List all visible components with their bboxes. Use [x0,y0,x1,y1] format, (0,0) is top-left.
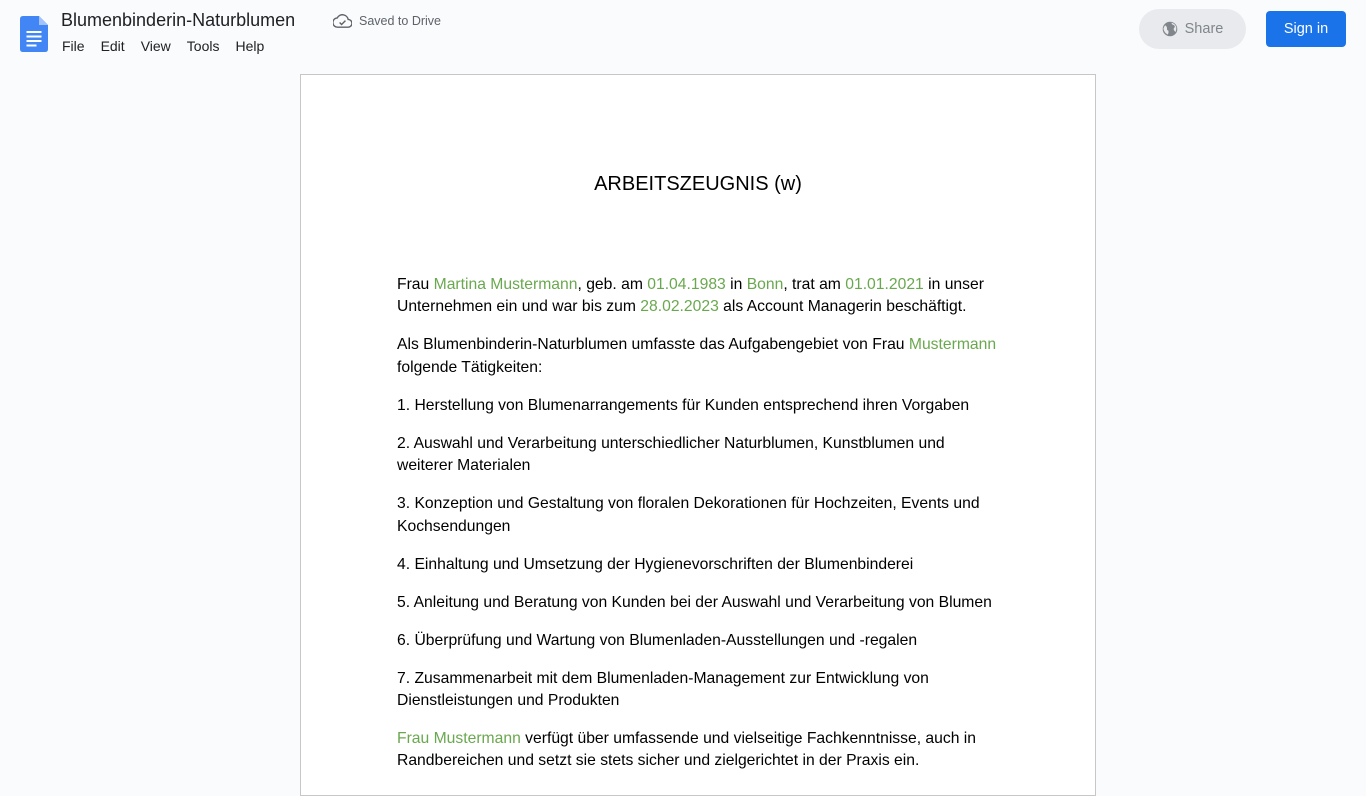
share-label: Share [1184,21,1224,37]
task-item-5: 5. Anleitung und Beratung von Kunden bei der Auswahl und Verarbeitung von Blumen [397,593,992,611]
menu-tools[interactable]: Tools [186,38,220,54]
birth-city: Bonn [746,276,784,293]
intro-text-c: in [725,276,747,293]
intro-paragraph [397,274,1003,319]
task-item-1: 1. Herstellung von Blumenarrangements für Kunden entsprechend ihren Vorgaben [397,396,970,414]
employee-reference: Frau Mustermann [397,730,521,748]
intro-text-d: , trat am [783,276,846,293]
skills-text: verfügt über umfassende und vielseitige Fachkenntnisse, auch in Randbereichen und setzt sie stets sicher und zielgerichtet in der Praxis ein. [397,730,977,770]
tasks-intro-paragraph [397,334,1003,379]
tasks-intro-text-b: folgende Tätigkeiten: [397,358,543,376]
intro-text-b: , geb. am [577,276,648,293]
task-item-4: 4. Einhaltung und Umsetzung der Hygienevorschriften der Blumenbinderei [397,555,914,573]
document-page[interactable] [300,74,1096,796]
menu-view[interactable]: View [140,38,171,54]
menu-file[interactable]: File [62,38,85,54]
skills-paragraph [397,728,1003,773]
menu-bar [54,37,272,57]
document-heading: ARBEITSZEUGNIS (w) [594,173,802,195]
task-item-7: 7. Zusammenarbeit mit dem Blumenladen-Management zur Entwicklung von Dienstleistungen und Produkten [397,669,929,710]
globe-icon [1162,21,1178,37]
birth-date: 01.04.1983 [647,276,726,293]
start-date: 01.01.2021 [845,276,924,293]
docs-header [0,0,1366,64]
task-item-6: 6. Überprüfung und Wartung von Blumenladen-Ausstellungen und -regalen [397,631,918,649]
intro-text-f: als Account Managerin beschäftigt. [718,298,967,316]
intro-text-a: Frau [397,276,434,293]
document-title[interactable]: Blumenbinderin-Naturblumen [61,10,296,30]
employee-surname: Mustermann [908,336,997,354]
menu-help[interactable]: Help [235,38,265,54]
share-button[interactable] [1139,9,1246,49]
save-status-label: Saved to Drive [359,14,441,28]
menu-edit[interactable]: Edit [100,38,125,54]
task-item-2: 2. Auswahl und Verarbeitung unterschiedlicher Naturblumen, Kunstblumen und weiterer Materialen [397,434,945,475]
document-body [397,274,1003,788]
cloud-saved-icon [333,14,352,28]
docs-logo-icon[interactable] [20,16,48,52]
task-item-3: 3. Konzeption und Gestaltung von floralen Dekorationen für Hochzeiten, Events und Kochsendungen [397,495,980,535]
employee-name: Martina Mustermann [433,276,578,293]
sign-in-button[interactable]: Sign in [1266,11,1346,47]
intro-text-e: in unser Unternehmen ein und war bis zum [397,276,984,316]
end-date: 28.02.2023 [640,298,719,316]
tasks-intro-text-a: Als Blumenbinderin-Naturblumen umfasste das Aufgabengebiet von Frau [397,336,909,354]
save-status[interactable] [333,14,441,28]
